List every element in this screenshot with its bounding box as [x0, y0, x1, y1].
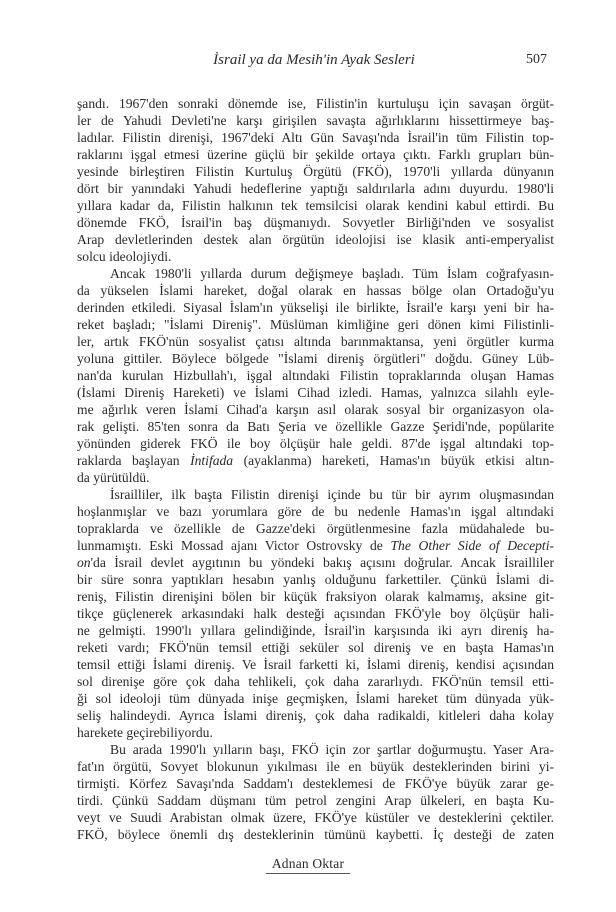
text-line: reket başladı; "İslami Direniş". Müslüman kimliğine geri dönen kimi Filistinli- — [77, 317, 554, 332]
footer-author: Adnan Oktar — [266, 856, 350, 874]
text-line: rak gelişti. 85'ten sonra da Batı Şeria ve özellikle Gazze Şeridi'nde, popülarite — [77, 419, 554, 434]
text-line: reniş, Filistin direnişini bölen bir küçük fraksiyon olarak kalmamış, aksine git- — [77, 589, 554, 604]
text-line: sol direnişe göre çok daha tehlikeli, çok daha zararlıydı. FKÖ'nün temsil etti- — [77, 674, 554, 689]
italic-text: on — [77, 555, 91, 570]
text-line: nan'da kurulan Hizbullah'ı, işgal altındaki Filistin topraklarında oluşan Hamas — [77, 368, 554, 383]
text-line: ladılar. Filistin direnişi, 1967'deki Altı Gün Savaşı'nda İsrail'in tüm Filistin top- — [77, 130, 554, 145]
text-line: Arap devletlerinden destek alan örgütün ideolojisi ise klasik anti-emperyalist — [77, 232, 554, 247]
text-line: (İslami Direniş Hareketi) ve İslami Cihad izledi. Hamas, yalnızca silahlı eyle- — [77, 385, 554, 400]
body-text — [77, 95, 554, 843]
text-line: tirdi. Çünkü Saddam düşmanı tüm petrol zengini Arap ülkeleri, en başta Ku- — [77, 793, 554, 808]
text-line: İsrailliler, ilk başta Filistin direnişi içinde bu tür bir ayrım oluşmasından — [110, 487, 554, 502]
text-line: FKÖ, böylece önemli dış desteklerinin tümünü kaybetti. İç desteği de zaten — [77, 827, 554, 842]
text-line: da yürütüldü. — [77, 470, 150, 485]
text-line: raklarını işgal etmesi üzerine güçlü bir şekilde ortaya çıktı. Farklı grupları bün- — [77, 147, 554, 162]
running-header — [0, 49, 616, 71]
text-line: ler, artık FKÖ'nün sosyalist çatısı altında barınmaktansa, yeni örgütler kurma — [77, 334, 554, 349]
text-line: da yükselen İslami hareket, doğal olarak en hassas bölge olan Ortadoğu'yu — [77, 283, 554, 298]
text-line: ne gelmişti. 1990'lı yıllara gelindiğinde, İsrail'in karşısında iki ayrı direniş ha- — [77, 623, 554, 638]
page-number: 507 — [526, 52, 547, 67]
text-line: me ağırlık veren İslami Cihad'a karşın asıl olarak sosyal bir organizasyon ola- — [77, 402, 554, 417]
text-line: ği sol ideoloji tüm dünyada inişe geçmişken, İslami hareket tüm dünyada yük- — [77, 691, 554, 706]
text-line: solcu ideolojiydi. — [77, 249, 172, 264]
text-line: şandı. 1967'den sonraki dönemde ise, Filistin'in kurtuluşu için savaşan örgüt- — [77, 96, 554, 111]
italic-text: The Other Side of Decepti- — [390, 538, 554, 553]
text-line: seliş halindeydi. Ayrıca İslami direniş, çok daha radikaldi, kitleleri daha kolay — [77, 708, 554, 723]
text-line: tikçe güçlenerek arkasındaki halk desteği açısından FKÖ'yle boy ölçüşür hali- — [77, 606, 554, 621]
text-line: Bu arada 1990'lı yılların başı, FKÖ için zor şartlar doğurmuştu. Yaser Ara- — [110, 742, 554, 757]
text-line: Ancak 1980'li yıllarda durum değişmeye başladı. Tüm İslam coğrafyasın- — [110, 266, 554, 281]
text-line: fat'ın örgütü, Sovyet blokunun yıkılması ile en büyük desteklerinden birini yi- — [77, 759, 554, 774]
text-line: yoluna gittiler. Böylece bölgede "İslami direniş örgütleri" doğdu. Güney Lüb- — [77, 351, 554, 366]
paragraph — [77, 741, 554, 843]
text-line: dönemde FKÖ, İsrail'in baş düşmanıydı. Sovyetler Birliği'nden ve sosyalist — [77, 215, 554, 230]
text-line: dört bir yanındaki Yahudi hedeflerine yaptığı saldırılarla adını duyurdu. 1980'li — [77, 181, 554, 196]
text-line: hoşlanmışlar ve bazı yorumlara göre de bu nedenle Hamas'ın işgal altındaki — [77, 504, 554, 519]
text-line: yesinde birleştiren Filistin Kurtuluş Örgütü (FKÖ), 1970'li yıllarda dünyanın — [77, 164, 554, 179]
text-line: ler de Yahudi Devleti'ne karşı girişilen savaşta ağırlıklarını hissettirmeye baş- — [77, 113, 554, 128]
text-line: raklarda başlayan İntifada (ayaklanma) hareketi, Hamas'ın büyük etkisi altın- — [77, 453, 554, 468]
page-footer — [0, 855, 616, 874]
text-line: yönünden giderek FKÖ ile boy ölçüşür hale geldi. 87'de işgal altındaki top- — [77, 436, 554, 451]
paragraph — [77, 265, 554, 486]
text-line: temsil ettiği İslami direniş. Ve İsrail farketti ki, İslami direniş, kendisi açısından — [77, 657, 554, 672]
text-line: bir süre sonra yaptıkları hesabın yanlış olduğunu farkettiler. Çünkü İslami di- — [77, 572, 554, 587]
text-line: yıllara kadar da, Filistin halkının tek temsilcisi olarak kendini kabul ettirdi. Bu — [77, 198, 554, 213]
paragraph — [77, 95, 554, 265]
text-line: derinden etkiledi. Siyasal İslam'ın yükselişi ile birlikte, İsrail'e karşı yeni bir ha- — [77, 300, 554, 315]
text-line: harekete geçirebiliyordu. — [77, 725, 213, 740]
text-line: lunmamıştı. Eski Mossad ajanı Victor Ostrovsky de The Other Side of Decepti- — [77, 538, 554, 553]
italic-text: İntifada — [190, 453, 234, 468]
paragraph — [77, 486, 554, 741]
text-line: on'da İsrail devlet aygıtının bu yöndeki bakış açısını doğrular. Ancak İsrailliler — [77, 555, 554, 570]
running-title: İsrail ya da Mesih'in Ayak Sesleri — [213, 52, 415, 68]
text-line: reketi vardı; FKÖ'nün temsil ettiği seküler sol direniş ve en başta Hamas'ın — [77, 640, 554, 655]
text-line: veyt ve Suudi Arabistan olmak üzere, FKÖ'ye küstüler ve desteklerini çektiler. — [77, 810, 554, 825]
text-line: tirmişti. Körfez Savaşı'nda Saddam'ı desteklemesi de FKÖ'ye büyük zarar ge- — [77, 776, 554, 791]
text-line: topraklarda ve özellikle de Gazze'deki örgütlenmesine fazla müdahalede bu- — [77, 521, 554, 536]
